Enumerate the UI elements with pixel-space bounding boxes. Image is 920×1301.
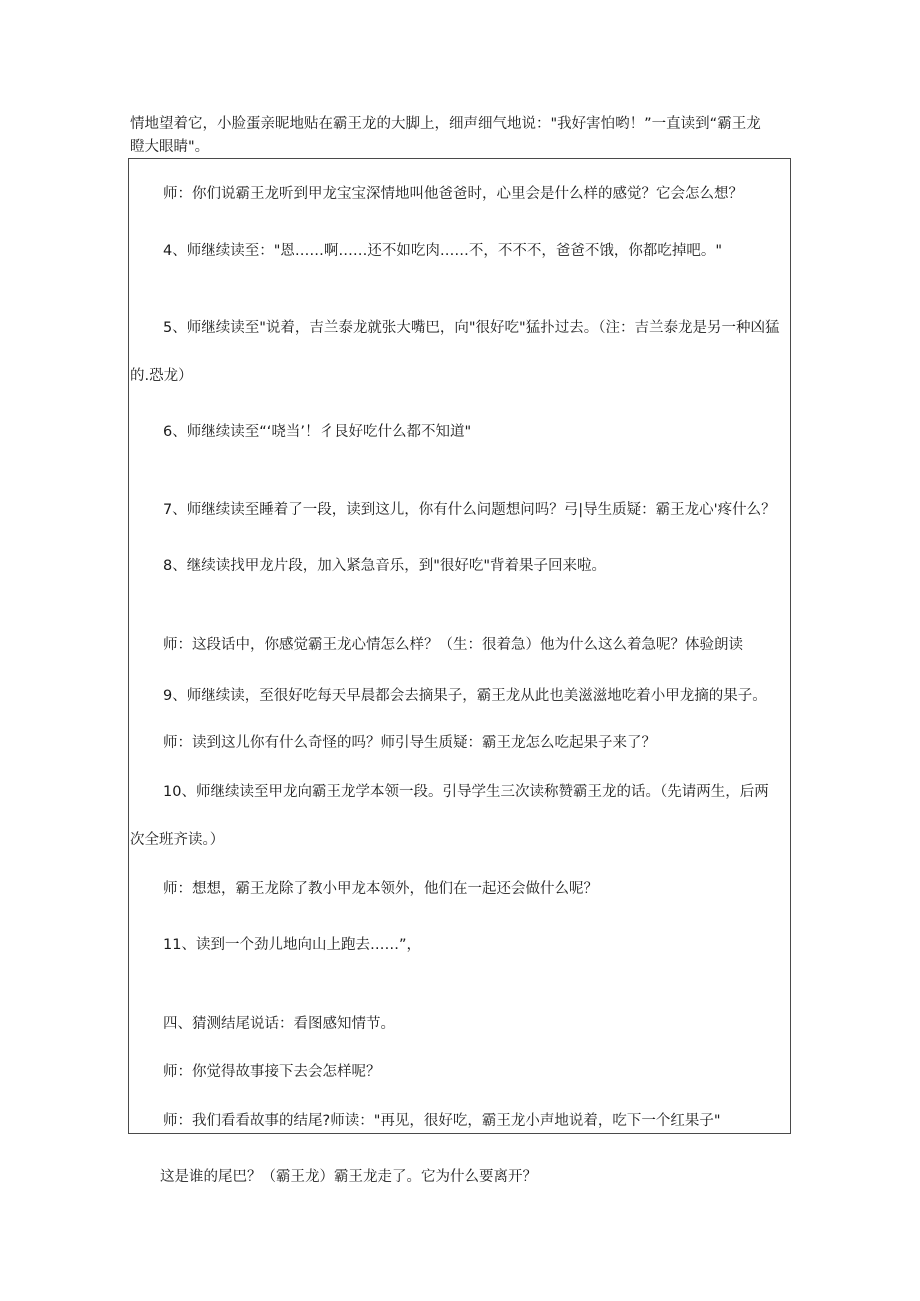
box-paragraph: 11、读到一个劲儿地向山上跑去……”，: [163, 937, 421, 953]
intro-line-1: 情地望着它，小脸蛋亲昵地贴在霸王龙的大脚上，细声细气地说："我好害怕哟！”一直读到“霸王龙: [130, 116, 761, 132]
intro-line-2: 瞪大眼睛"。: [130, 139, 210, 155]
box-paragraph: 师：我们看看故事的结尾?师读："再见，很好吃，霸王龙小声地说着，吃下一个红果子": [163, 1113, 721, 1129]
box-paragraph: 师：这段话中，你感觉霸王龙心情怎么样？（生：很着急）他为什么这么着急呢？体验朗读: [163, 637, 743, 653]
box-paragraph: 次全班齐读。）: [130, 832, 225, 848]
box-paragraph: 9、师继续读，至很好吃每天早晨都会去摘果子，霸王龙从此也美滋滋地吃着小甲龙摘的果子。: [163, 688, 767, 704]
box-paragraph: 师：读到这儿你有什么奇怪的吗？师引导生质疑：霸王龙怎么吃起果子来了？: [163, 735, 656, 751]
box-paragraph: 5、师继续读至"说着，吉兰泰龙就张大嘴巴，向"很好吃"猛扑过去。（注：吉兰泰龙是另一种凶猛: [163, 320, 780, 336]
box-paragraph: 7、师继续读至睡着了一段，读到这儿，你有什么问题想问吗？弓|导生质疑：霸王龙心'疼什么？: [163, 502, 776, 518]
box-paragraph: 师：你觉得故事接下去会怎样呢？: [163, 1064, 381, 1080]
box-paragraph: 10、师继续读至甲龙向霸王龙学本领一段。引导学生三次读称赞霸王龙的话。（先请两生，后两: [163, 784, 769, 800]
box-paragraph: 8、继续读找甲龙片段，加入紧急音乐，到"很好吃"背着果子回来啦。: [163, 558, 607, 574]
box-paragraph: 4、师继续读至："恩……啊……还不如吃肉……不，不不不，爸爸不饿，你都吃掉吧。": [163, 243, 723, 259]
box-paragraph: 6、师继续读至“‘哓当’！彳艮好吃什么都不知道": [163, 424, 472, 440]
outro-line: 这是谁的尾巴？（霸王龙）霸王龙走了。它为什么要离开？: [160, 1169, 537, 1185]
box-paragraph: 四、猜测结尾说话：看图感知情节。: [163, 1016, 395, 1032]
box-paragraph: 师：你们说霸王龙听到甲龙宝宝深情地叫他爸爸时，心里会是什么样的感觉？它会怎么想？: [163, 186, 743, 202]
box-paragraph: 师：想想，霸王龙除了教小甲龙本领外，他们在一起还会做什么呢？: [163, 881, 598, 897]
box-paragraph: 的.恐龙）: [130, 368, 193, 384]
